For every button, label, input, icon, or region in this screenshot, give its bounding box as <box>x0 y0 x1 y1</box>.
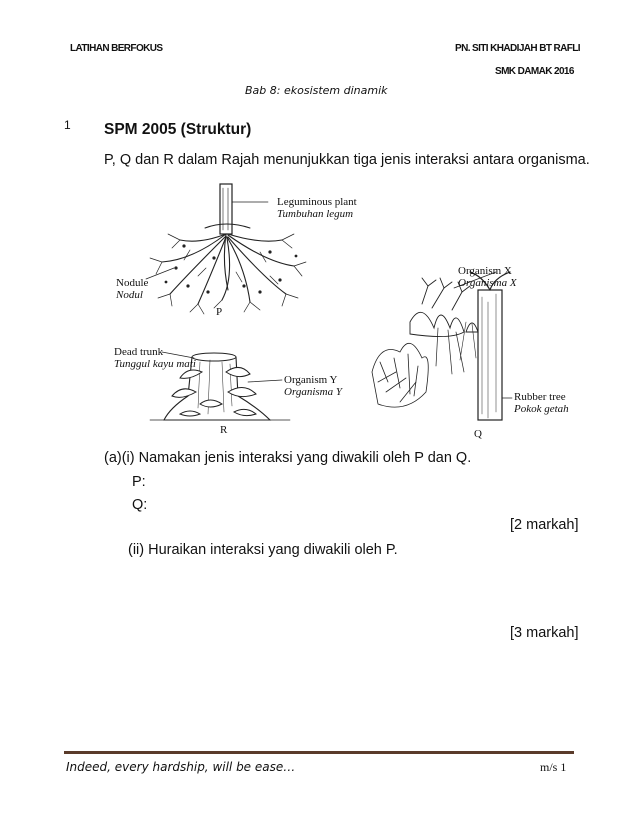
answer-label-q: Q: <box>132 497 148 513</box>
caption-leguminous <box>277 196 357 220</box>
caption-rubber-tree <box>514 391 569 415</box>
marks-a-i: [2 markah] <box>510 517 579 533</box>
header-left: LATIHAN BERFOKUS <box>70 43 163 54</box>
caption-dead-trunk <box>114 346 196 370</box>
question-source: SPM 2005 (Struktur) <box>104 121 252 138</box>
chapter-title: Bab 8: ekosistem dinamik <box>245 84 388 97</box>
footer-rule <box>64 751 574 754</box>
caption-leguminous-en: Leguminous plant <box>277 196 357 208</box>
caption-rubber-tree-my: Pokok getah <box>514 403 569 415</box>
header-right-line1: PN. SITI KHADIJAH BT RAFLI <box>455 43 580 54</box>
caption-organism-x-my: Organisma X <box>458 277 517 289</box>
caption-nodule-my: Nodul <box>116 289 143 301</box>
figure-label-r: R <box>220 424 228 436</box>
caption-organism-x <box>458 265 517 289</box>
caption-leguminous-my: Tumbuhan legum <box>277 208 354 220</box>
caption-rubber-tree-en: Rubber tree <box>514 391 566 403</box>
header-right-line2: SMK DAMAK 2016 <box>495 66 574 77</box>
page-number: m/s 1 <box>540 760 567 774</box>
question-a-i: (a)(i) Namakan jenis interaksi yang diwakili oleh P dan Q. <box>104 450 472 466</box>
caption-dead-trunk-my: Tunggul kayu mati <box>114 358 196 370</box>
caption-organism-y-en: Organism Y <box>284 374 338 386</box>
question-number: 1 <box>64 118 71 132</box>
interaction-figure <box>110 182 580 444</box>
question-a-ii: (ii) Huraikan interaksi yang diwakili oleh P. <box>128 542 398 558</box>
figure-label-q: Q <box>474 428 482 440</box>
figure-label-p: P <box>216 306 223 318</box>
caption-nodule <box>116 277 148 301</box>
caption-nodule-en: Nodule <box>116 277 149 289</box>
caption-organism-y <box>284 374 342 398</box>
rubber-tree-drawing <box>372 272 512 420</box>
marks-a-ii: [3 markah] <box>510 625 579 641</box>
caption-organism-x-en: Organism X <box>458 265 512 277</box>
question-stem: P, Q dan R dalam Rajah menunjukkan tiga jenis interaksi antara organisma. <box>104 152 590 168</box>
answer-label-p: P: <box>132 474 146 490</box>
caption-organism-y-my: Organisma Y <box>284 386 342 398</box>
caption-dead-trunk-en: Dead trunk <box>114 346 164 358</box>
footer-quote: Indeed, every hardship, will be ease… <box>66 760 296 774</box>
